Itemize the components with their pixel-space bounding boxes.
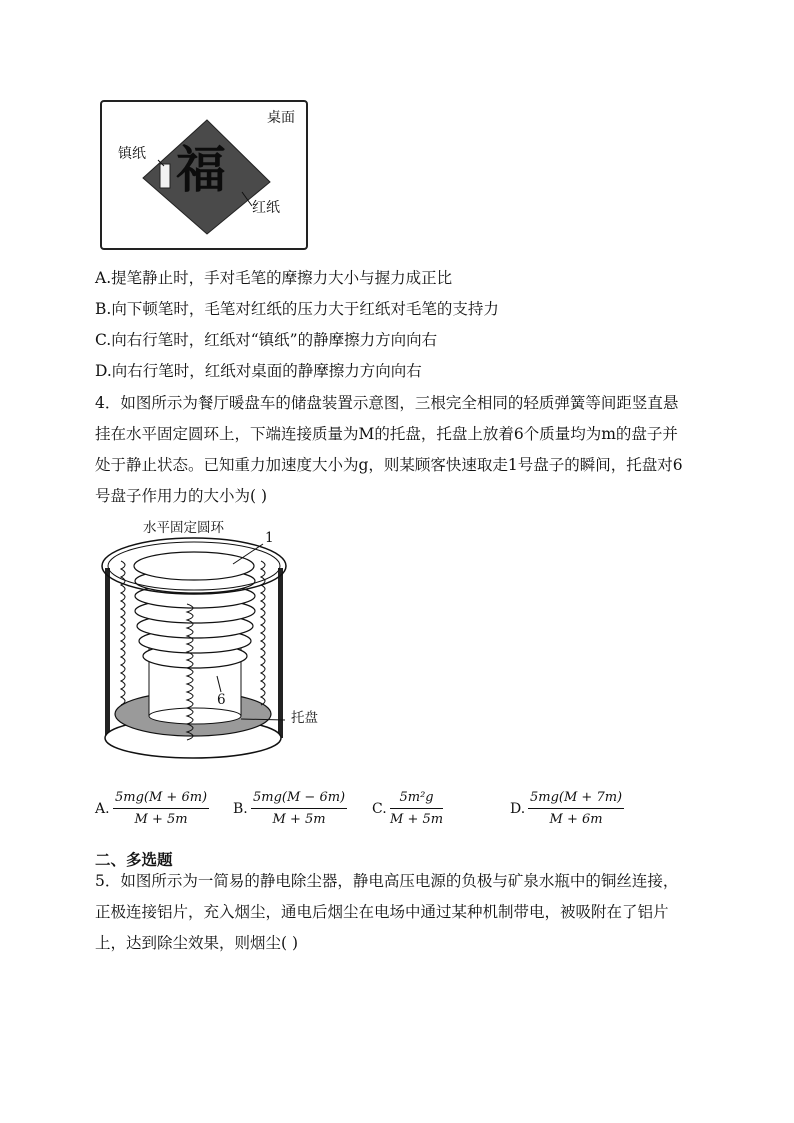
q4-line: 挂在水平固定圆环上，下端连接质量为M的托盘，托盘上放着6个质量均为m的盘子并 [95, 425, 678, 443]
desk-figure [100, 100, 308, 250]
fraction-numerator: 5mg(M − 6m) [251, 790, 347, 809]
paperweight-shape [160, 164, 170, 188]
option-letter: B. [233, 801, 248, 817]
q4-line: 4．如图所示为餐厅暖盘车的储盘装置示意图，三根完全相同的轻质弹簧等间距竖直悬 [95, 394, 679, 412]
tray-label: 托盘 [291, 710, 318, 726]
option-letter: D. [510, 801, 526, 817]
q3-option-c: C.向右行笔时，红纸对“镇纸”的静摩擦力方向向右 [95, 331, 438, 349]
fraction-numerator: 5mg(M + 7m) [528, 790, 624, 809]
fraction-numerator: 5m²g [390, 790, 443, 809]
q3-option-a: A.提笔静止时，手对毛笔的摩擦力大小与握力成正比 [95, 269, 453, 287]
fixed-ring-label: 水平固定圆环 [143, 520, 224, 536]
q4-stem [95, 388, 705, 512]
option-fraction [113, 790, 209, 827]
option-letter: C. [372, 801, 387, 817]
fraction-numerator: 5mg(M + 6m) [113, 790, 209, 809]
q4-line: 处于静止状态。已知重力加速度大小为g，则某顾客快速取走1号盘子的瞬间，托盘对6 [95, 456, 683, 474]
q4-option-c [372, 790, 472, 836]
option-letter: A. [95, 801, 110, 817]
option-fraction [528, 790, 624, 827]
section-title: 二、多选题 [95, 851, 173, 869]
q5-line: 上，达到除尘效果，则烟尘( ) [95, 934, 299, 952]
fu-character: 福 [176, 140, 226, 199]
paperweight-label: 镇纸 [118, 146, 146, 162]
option-fraction [390, 790, 443, 827]
fraction-denominator: M + 5m [390, 812, 444, 827]
q4-option-d [510, 790, 640, 836]
plate-warmer-figure [95, 516, 395, 778]
plate-6-label: 6 [217, 692, 226, 708]
q5-line: 正极连接铝片，充入烟尘，通电后烟尘在电场中通过某种机制带电，被吸附在了铝片 [95, 903, 669, 921]
desk-label: 桌面 [267, 110, 295, 126]
q4-line: 号盘子作用力的大小为( ) [95, 487, 268, 505]
q3-option-b: B.向下顿笔时，毛笔对红纸的压力大于红纸对毛笔的支持力 [95, 300, 499, 318]
fraction-denominator: M + 5m [272, 812, 326, 827]
q5-line: 5．如图所示为一简易的静电除尘器，静电高压电源的负极与矿泉水瓶中的铜丝连接， [95, 872, 679, 890]
plate-warmer-diagram [95, 516, 395, 778]
fraction-denominator: M + 6m [549, 812, 603, 827]
q3-option-d: D.向右行笔时，红纸对桌面的静摩擦力方向向右 [95, 362, 422, 380]
q4-option-a [95, 790, 215, 836]
q4-option-b [233, 790, 353, 836]
q5-stem [95, 866, 705, 959]
option-fraction [251, 790, 347, 827]
red-paper-label: 红纸 [252, 200, 280, 216]
fraction-denominator: M + 5m [134, 812, 188, 827]
plate-1-label: 1 [265, 530, 274, 546]
